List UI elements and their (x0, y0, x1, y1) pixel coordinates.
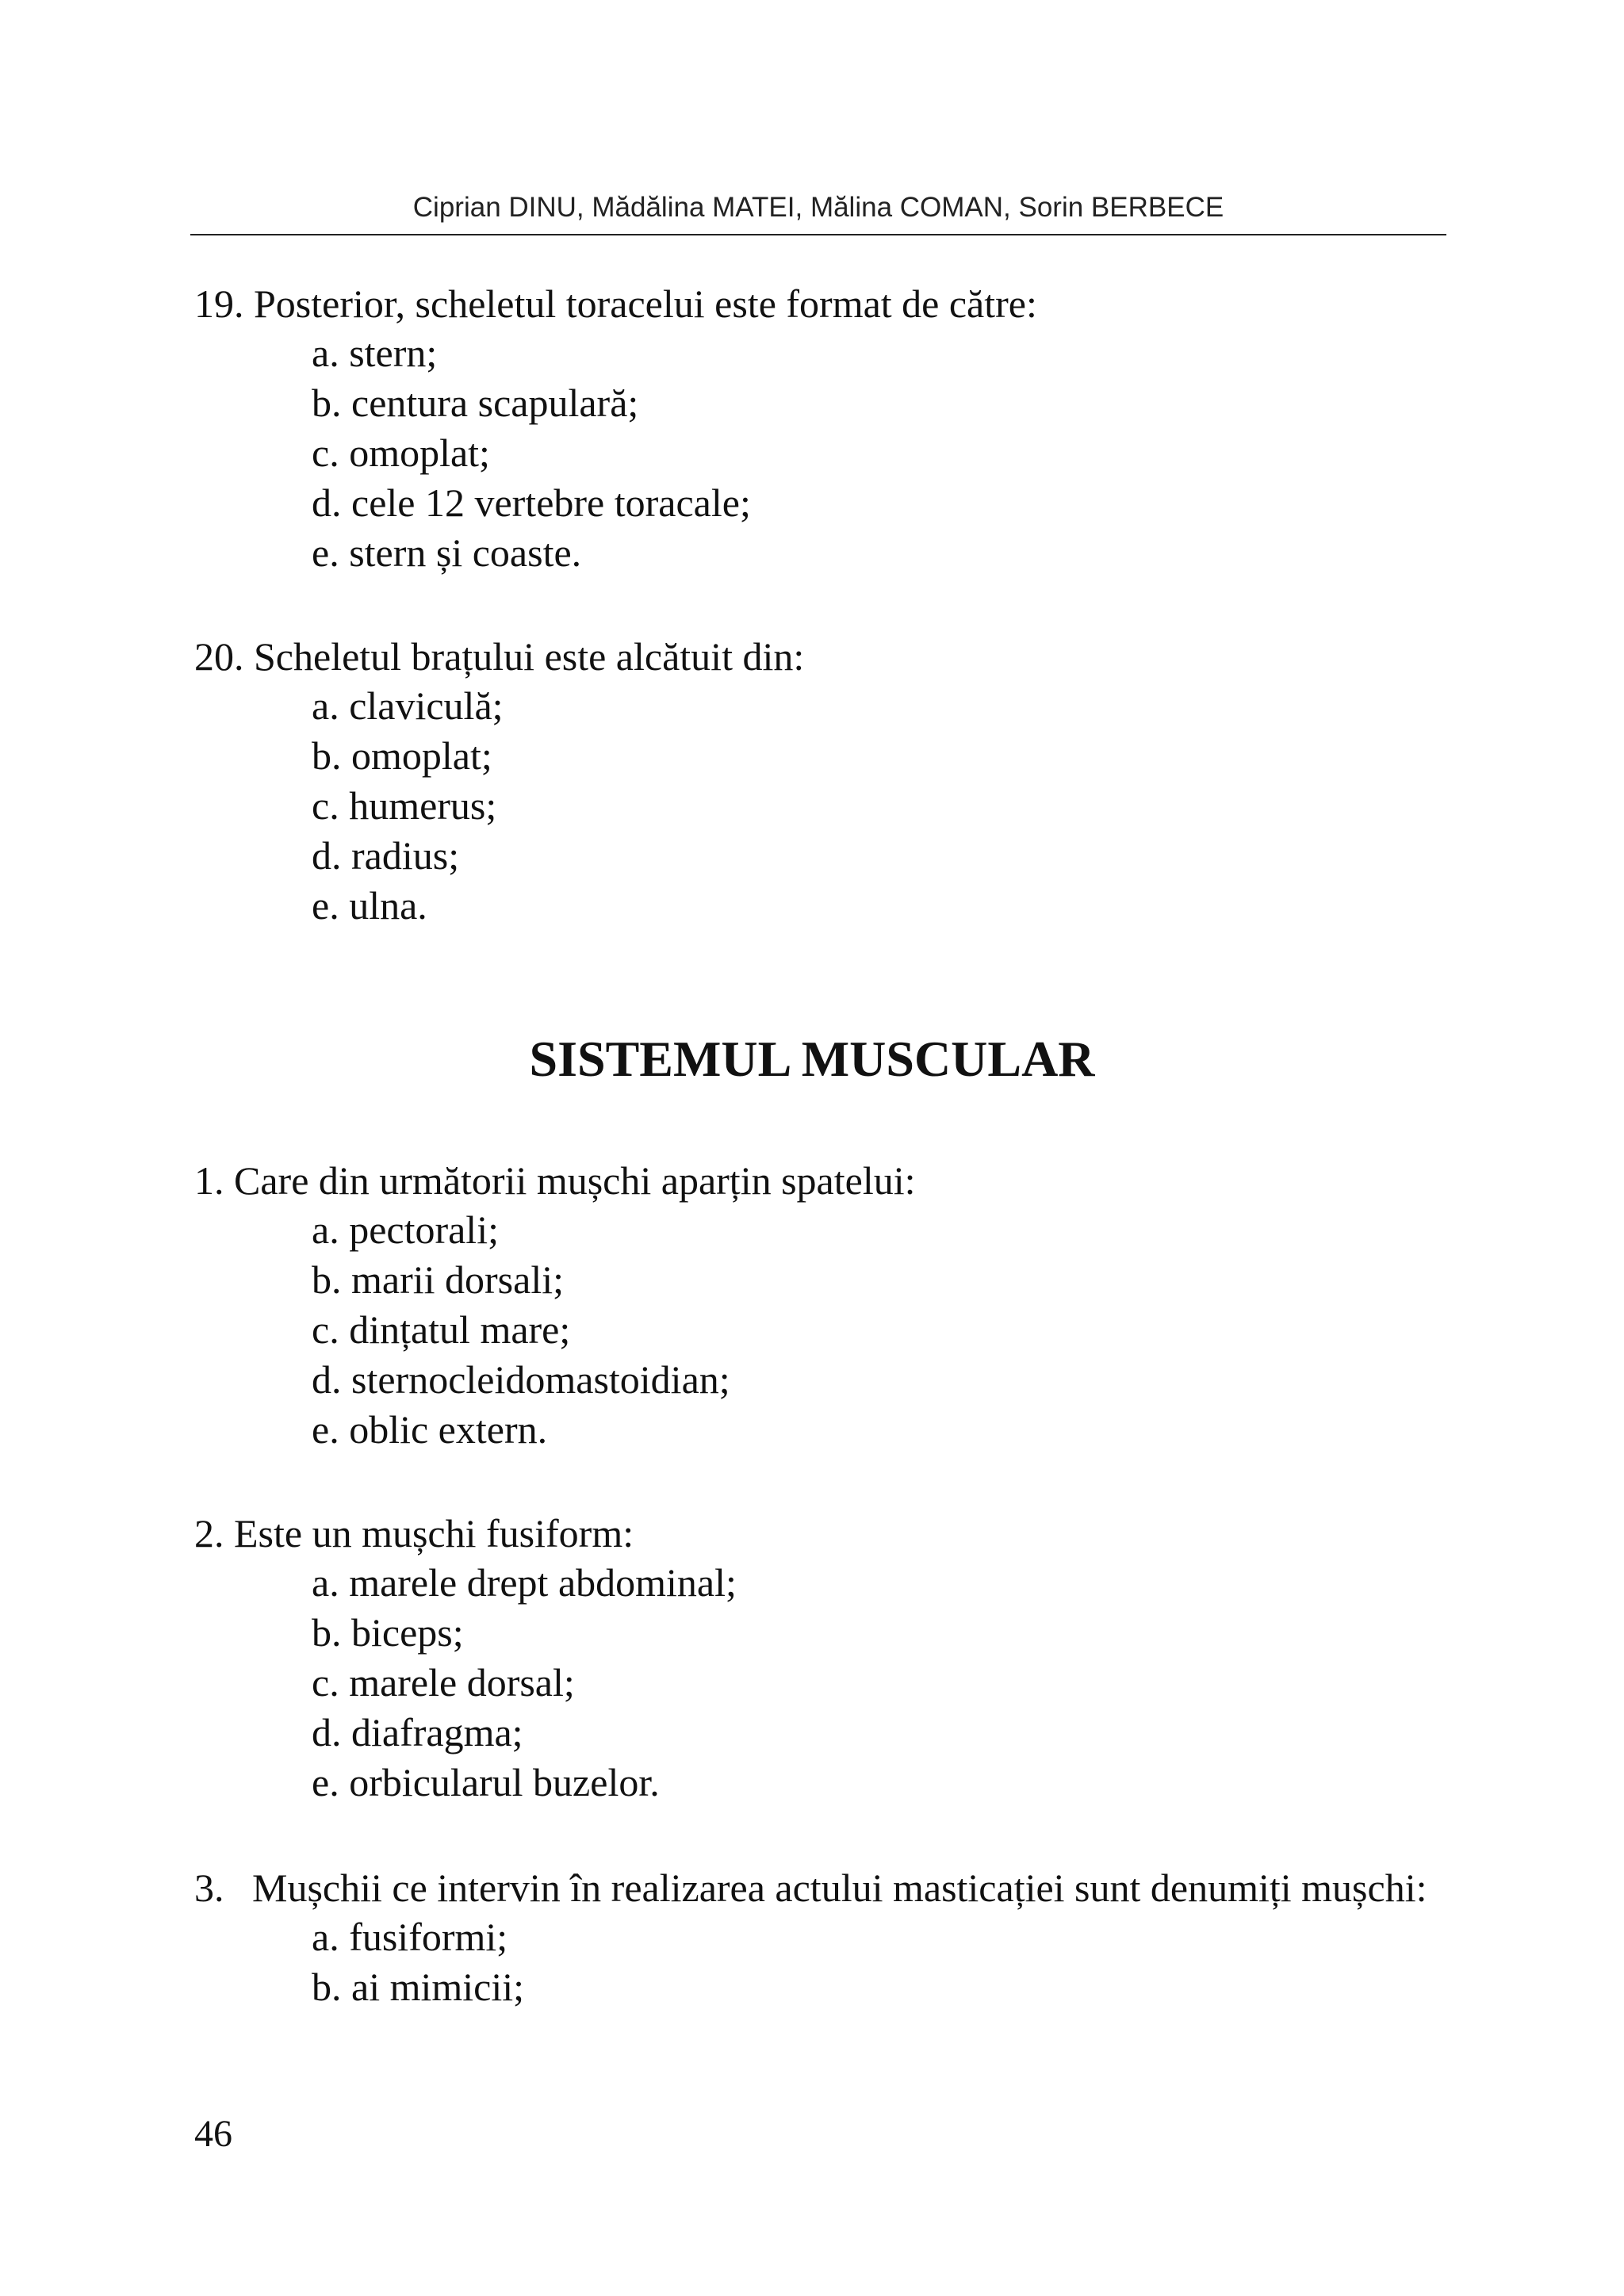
question-3 (194, 1863, 1431, 2012)
question-text (194, 1863, 1431, 1912)
question-2 (194, 1509, 1463, 1808)
question-number: 3. (194, 1866, 224, 1910)
question-20 (194, 632, 1463, 931)
answer-option-c: c. marele dorsal; (312, 1660, 575, 1705)
answer-option-c: c. dințatul mare; (312, 1307, 571, 1352)
answer-option-b: b. centura scapulară; (312, 381, 639, 425)
answer-option-e: e. orbicularul buzelor. (312, 1760, 660, 1804)
answer-option-b: b. omoplat; (312, 733, 492, 778)
answer-option-b: b. biceps; (312, 1610, 464, 1655)
question-text: 1. Care din următorii mușchi aparțin spatelui: (194, 1158, 916, 1203)
answer-option-e: e. stern și coaste. (312, 530, 582, 575)
answer-option-a: a. fusiformi; (312, 1915, 508, 1959)
answer-option-b: b. ai mimicii; (312, 1965, 525, 2009)
section-title: SISTEMUL MUSCULAR (529, 1031, 1095, 1087)
running-header: Ciprian DINU, Mădălina MATEI, Mălina COMAN, Sorin BERBECE (412, 192, 1224, 223)
page-number: 46 (194, 2113, 232, 2155)
question-text: 2. Este un mușchi fusiform: (194, 1511, 634, 1556)
answer-option-e: e. oblic extern. (312, 1407, 548, 1452)
answer-option-a: a. marele drept abdominal; (312, 1560, 737, 1605)
answer-option-e: e. ulna. (312, 883, 427, 928)
answer-option-d: d. radius; (312, 833, 460, 878)
answer-option-d: d. cele 12 vertebre toracale; (312, 480, 751, 525)
header-divider (190, 234, 1446, 235)
answer-option-a: a. pectorali; (312, 1207, 499, 1252)
answer-option-d: d. sternocleidomastoidian; (312, 1357, 730, 1402)
answer-option-a: a. claviculă; (312, 683, 504, 728)
question-text: 20. Scheletul brațului este alcătuit din: (194, 634, 805, 679)
question-1 (194, 1156, 1463, 1455)
answer-option-d: d. diafragma; (312, 1710, 523, 1755)
question-text: 19. Posterior, scheletul toracelui este format de către: (194, 281, 1037, 326)
answer-option-b: b. marii dorsali; (312, 1257, 564, 1302)
answer-option-c: c. omoplat; (312, 430, 490, 475)
question-19 (194, 279, 1463, 578)
answer-option-c: c. humerus; (312, 783, 497, 828)
answer-option-a: a. stern; (312, 331, 438, 375)
question-body: Mușchii ce intervin în realizarea actului masticației sunt denumiți mușchi: (252, 1866, 1427, 1910)
